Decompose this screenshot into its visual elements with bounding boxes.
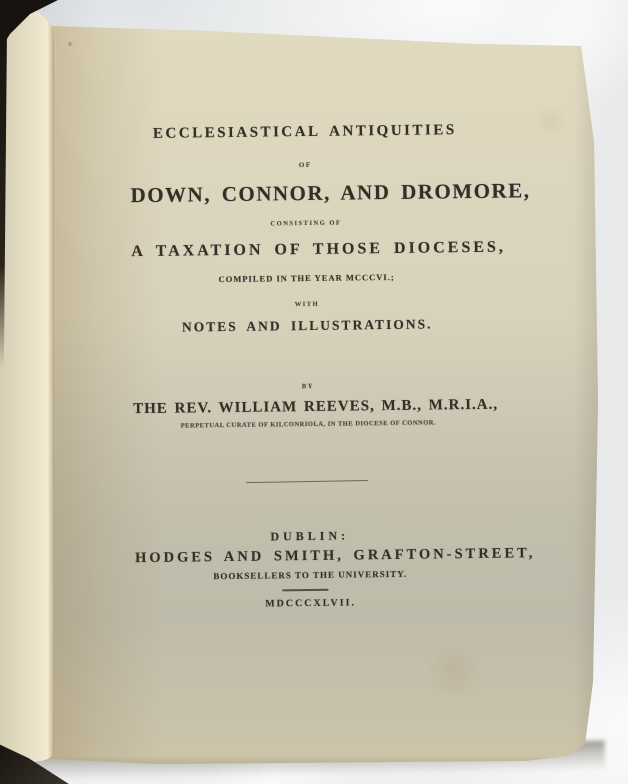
with-word: WITH [294, 300, 320, 309]
compiled-line: COMPILED IN THE YEAR MCCCVI.; [218, 271, 395, 285]
notes-line: NOTES AND ILLUSTRATIONS. [181, 316, 433, 335]
imprint-city: DUBLIN: [270, 528, 350, 544]
author-role-line: PERPETUAL CURATE OF KILCONRIOLA, IN THE DIOCESE OF CONNOR. [180, 419, 437, 430]
series-title: ECCLESIASTICAL ANTIQUITIES [152, 122, 457, 142]
main-title: DOWN, CONNOR, AND DROMORE, [130, 178, 531, 208]
of-word: OF [298, 160, 312, 170]
imprint-publisher: HODGES AND SMITH, GRAFTON-STREET, [134, 545, 536, 567]
title-page-text [128, 0, 536, 784]
subtitle: A TAXATION OF THOSE DIOCESES, [131, 238, 506, 261]
imprint-year: MDCCCXLVII. [265, 597, 357, 610]
ornamental-rule [246, 480, 368, 483]
by-word: BY [301, 382, 314, 391]
consisting-of-line: CONSISTING OF [270, 219, 342, 228]
facing-page-fore-edge [0, 5, 54, 762]
imprint-rule [282, 589, 328, 591]
author-line: THE REV. WILLIAM REEVES, M.B., M.R.I.A., [133, 396, 499, 418]
imprint-publisher-note: BOOKSELLERS TO THE UNIVERSITY. [213, 568, 408, 582]
